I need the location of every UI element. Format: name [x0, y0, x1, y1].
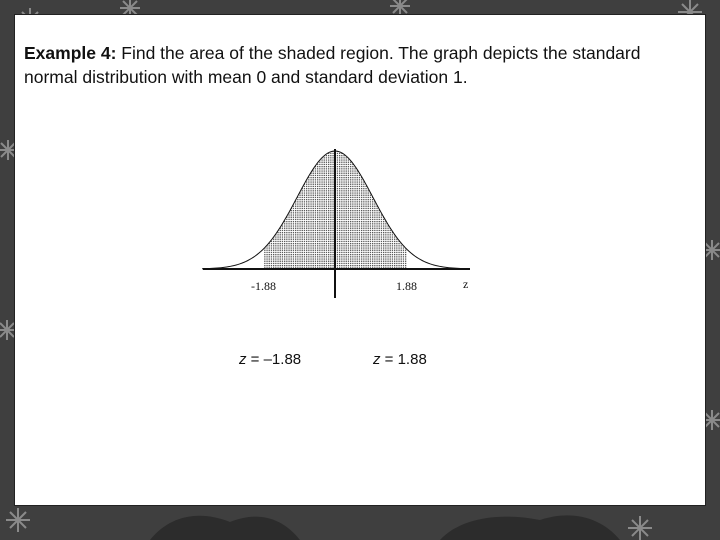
z-variable-right: z: [373, 351, 381, 368]
z-variable-left: z: [239, 351, 247, 368]
axis-label-z: z: [463, 277, 469, 291]
problem-text: Find the area of the shaded region. The graph depicts the standard normal distribution with mean 0 and standard deviation 1.: [24, 43, 641, 87]
example-label: Example 4:: [24, 43, 117, 63]
problem-statement: [24, 41, 694, 89]
z-value-left-text: = –1.88: [246, 351, 302, 368]
tick-label-right: 1.88: [395, 279, 417, 293]
z-value-left: [239, 351, 301, 368]
tick-label-left: -1.88: [251, 279, 277, 293]
z-value-right: [373, 351, 427, 368]
normal-distribution-graph: [185, 133, 485, 308]
slide-panel: [14, 14, 706, 506]
z-value-right-text: = 1.88: [380, 351, 427, 368]
